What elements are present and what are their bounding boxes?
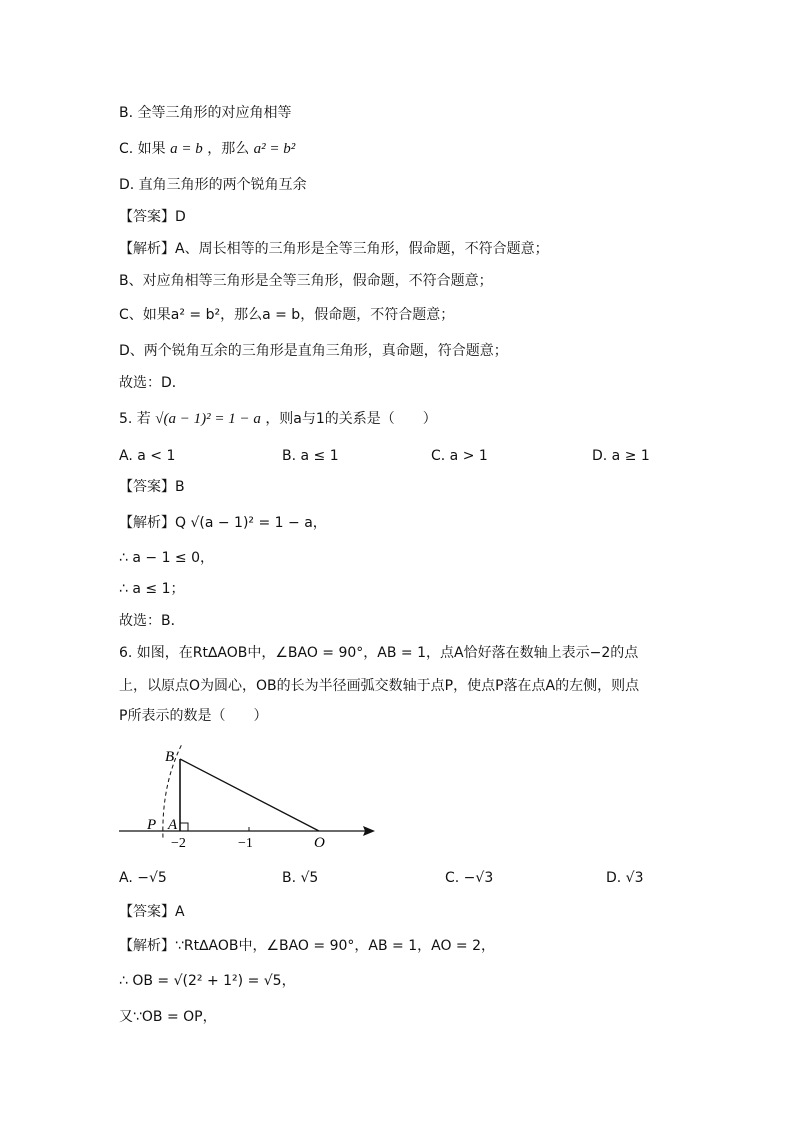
q6-option-b: B. √5	[282, 870, 319, 886]
q6-stem-line-2: 上，以原点O为圆心，OB的长为半径画弧交数轴于点P，使点P落在点A的左侧，则点	[119, 678, 640, 694]
q5-analysis-line-3: ∴ a ≤ 1；	[119, 581, 185, 597]
q6-stem-line-1: 6. 如图，在Rt∆AOB中，∠BAO = 90°，AB = 1，点A恰好落在数轴上表示−2的点	[119, 645, 639, 661]
label-o: O	[314, 835, 325, 851]
label-tick-minus-1: −1	[238, 836, 253, 851]
label-b: B	[165, 749, 175, 765]
q4-option-c-prefix: C. 如果	[119, 141, 166, 157]
q4-option-b: B. 全等三角形的对应角相等	[119, 105, 292, 121]
q6-option-a: A. −√5	[119, 870, 167, 886]
segment-bo	[180, 759, 319, 831]
q6-analysis-line-1: 【解析】∵Rt∆AOB中，∠BAO = 90°，AB = 1，AO = 2，	[119, 938, 496, 954]
q5-option-d: D. a ≥ 1	[592, 448, 650, 464]
q4-analysis-line-3: C、如果a² = b²，那么a = b，假命题，不符合题意；	[119, 307, 455, 323]
q5-stem-suffix: ，则a与1的关系是（ ）	[265, 411, 437, 427]
q5-option-a: A. a < 1	[119, 448, 176, 464]
label-a: A	[168, 817, 178, 833]
q6-option-d: D. √3	[606, 870, 644, 886]
q5-analysis-line-2: ∴ a − 1 ≤ 0，	[119, 550, 215, 566]
q4-analysis-line-2: B、对应角相等三角形是全等三角形，假命题，不符合题意；	[119, 273, 493, 289]
label-p: P	[147, 817, 157, 833]
q5-analysis-line-1: 【解析】Q √(a − 1)² = 1 − a，	[119, 515, 327, 531]
q6-option-c: C. −√3	[445, 870, 494, 886]
q5-analysis-line-4: 故选：B．	[119, 613, 185, 629]
q4-analysis-line-4: D、两个锐角互余的三角形是直角三角形，真命题，符合题意；	[119, 343, 508, 359]
number-line-figure	[117, 743, 382, 855]
q4-option-c-middle: ，那么	[207, 141, 250, 157]
q4-option-c	[119, 140, 295, 158]
right-angle-marker	[180, 823, 188, 831]
q5-stem	[119, 410, 437, 428]
q5-stem-prefix: 5. 若	[119, 411, 151, 427]
q5-answer: 【答案】B	[119, 479, 185, 495]
q6-analysis-line-2: ∴ OB = √(2² + 1²) = √5，	[119, 973, 296, 989]
q6-stem-line-3: P所表示的数是（ ）	[119, 708, 268, 724]
q4-answer: 【答案】D	[119, 209, 186, 225]
q6-analysis-line-3: 又∵OB = OP，	[119, 1009, 217, 1025]
q4-option-d: D. 直角三角形的两个锐角互余	[119, 177, 307, 193]
q4-analysis-line-5: 故选：D．	[119, 375, 186, 391]
q5-stem-expression: √(a − 1)² = 1 − a	[155, 411, 261, 427]
q5-option-b: B. a ≤ 1	[282, 448, 339, 464]
q4-option-c-condition: a = b	[170, 141, 203, 157]
q4-analysis-line-1: 【解析】A、周长相等的三角形是全等三角形，假命题，不符合题意；	[119, 241, 549, 257]
q4-option-c-result: a² = b²	[253, 141, 296, 157]
label-tick-minus-2: −2	[171, 836, 186, 851]
q6-answer: 【答案】A	[119, 904, 185, 920]
q5-option-c: C. a > 1	[431, 448, 488, 464]
